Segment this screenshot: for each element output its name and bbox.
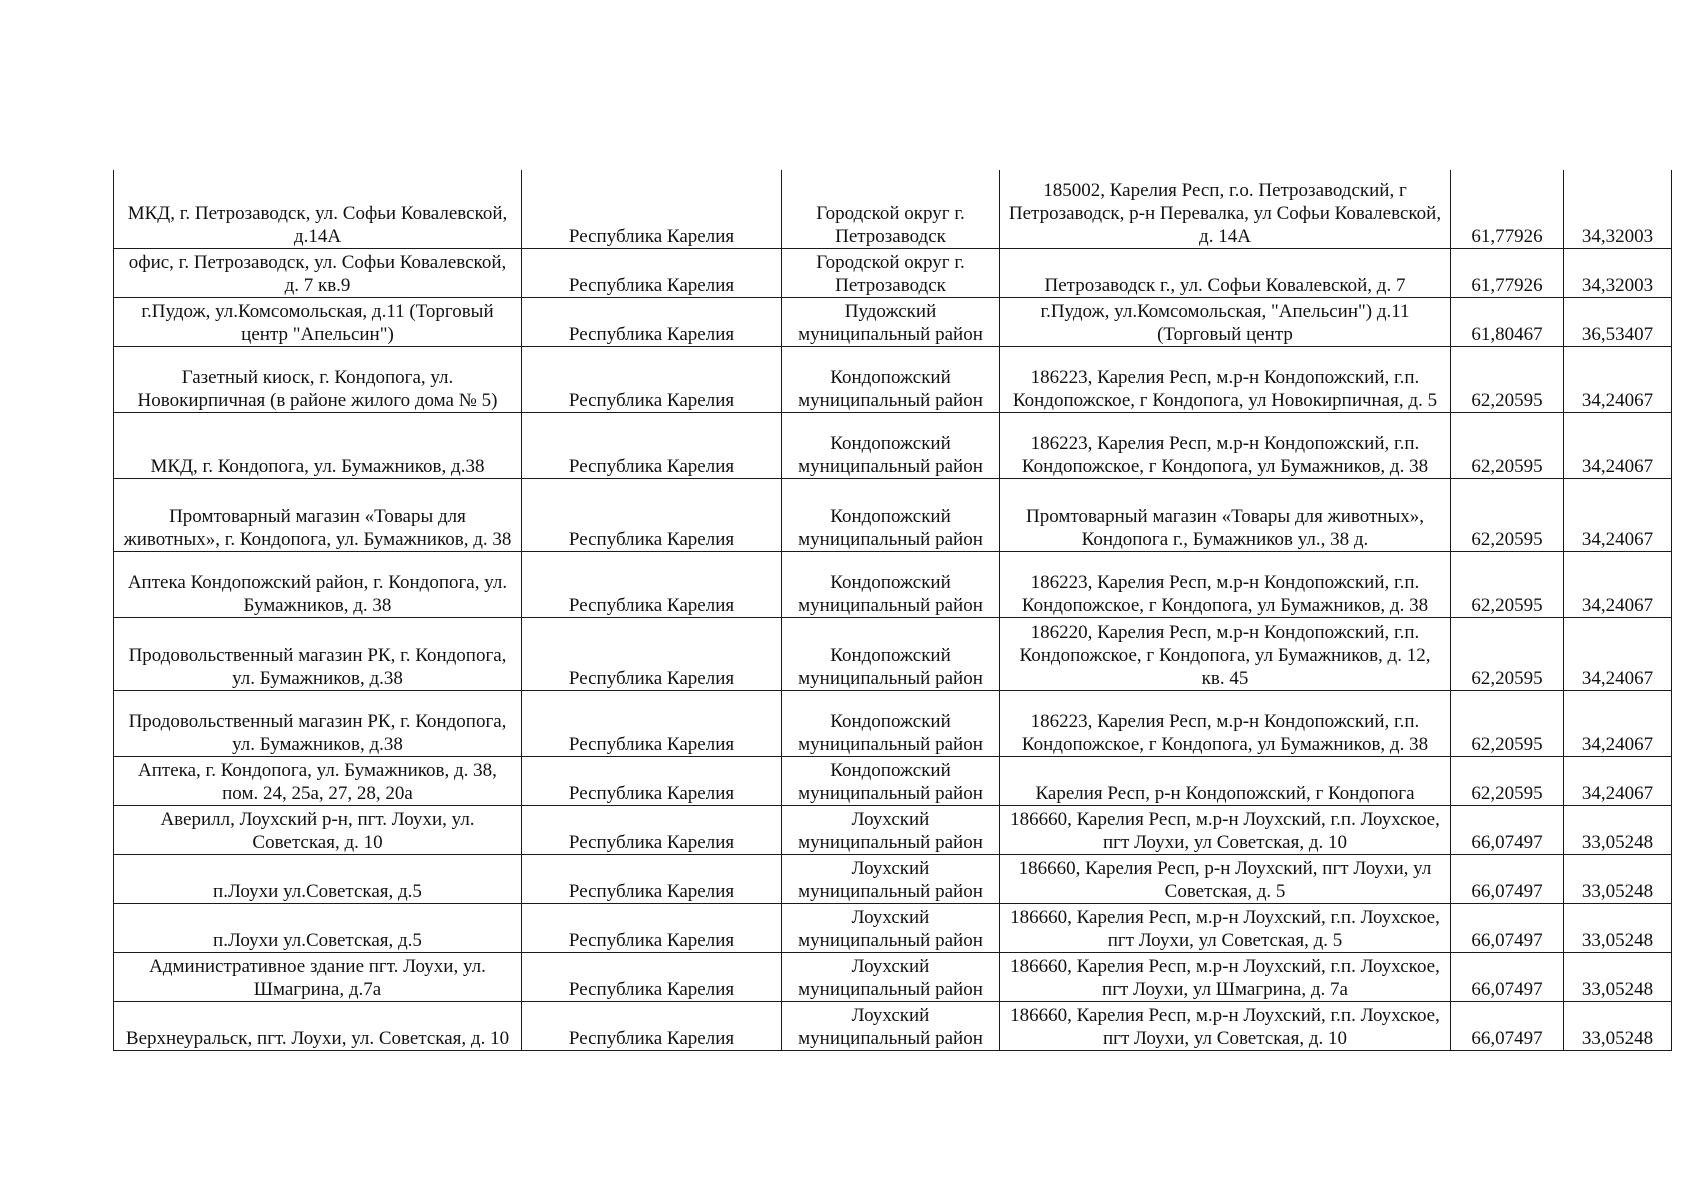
table-row: [114, 297, 1672, 346]
table-row: [114, 952, 1672, 1001]
address-cell: г.Пудож, ул.Комсомольская, "Апельсин") д.11 (Торговый центр: [1000, 297, 1451, 346]
latitude-cell: 61,80467: [1451, 297, 1564, 346]
region-cell: Республика Карелия: [522, 412, 782, 478]
latitude-cell: 61,77926: [1451, 248, 1564, 297]
location-name-cell: Аптека, г. Кондопога, ул. Бумажников, д. 38, пом. 24, 25а, 27, 28, 20а: [114, 756, 522, 805]
district-cell: Кондопожский муниципальный район: [782, 617, 1000, 690]
latitude-cell: 61,77926: [1451, 170, 1564, 248]
latitude-cell: 66,07497: [1451, 1001, 1564, 1050]
location-name-cell: Аптека Кондопожский район, г. Кондопога, ул. Бумажников, д. 38: [114, 551, 522, 617]
longitude-cell: 33,05248: [1564, 952, 1672, 1001]
district-cell: Кондопожский муниципальный район: [782, 412, 1000, 478]
district-cell: Лоухский муниципальный район: [782, 854, 1000, 903]
district-cell: Кондопожский муниципальный район: [782, 346, 1000, 412]
location-name-cell: Газетный киоск, г. Кондопога, ул. Новокирпичная (в районе жилого дома № 5): [114, 346, 522, 412]
table-row: [114, 551, 1672, 617]
longitude-cell: 33,05248: [1564, 805, 1672, 854]
region-cell: Республика Карелия: [522, 903, 782, 952]
district-cell: Лоухский муниципальный район: [782, 903, 1000, 952]
location-name-cell: Верхнеуральск, пгт. Лоухи, ул. Советская, д. 10: [114, 1001, 522, 1050]
address-cell: 186660, Карелия Респ, м.р-н Лоухский, г.п. Лоухское, пгт Лоухи, ул Шмагрина, д. 7а: [1000, 952, 1451, 1001]
latitude-cell: 66,07497: [1451, 805, 1564, 854]
longitude-cell: 34,24067: [1564, 551, 1672, 617]
latitude-cell: 66,07497: [1451, 952, 1564, 1001]
longitude-cell: 34,24067: [1564, 412, 1672, 478]
table-row: [114, 903, 1672, 952]
longitude-cell: 36,53407: [1564, 297, 1672, 346]
table-row: [114, 248, 1672, 297]
region-cell: Республика Карелия: [522, 952, 782, 1001]
latitude-cell: 66,07497: [1451, 903, 1564, 952]
longitude-cell: 34,24067: [1564, 690, 1672, 756]
table-row: [114, 805, 1672, 854]
district-cell: Лоухский муниципальный район: [782, 805, 1000, 854]
region-cell: Республика Карелия: [522, 854, 782, 903]
location-name-cell: п.Лоухи ул.Советская, д.5: [114, 854, 522, 903]
region-cell: Республика Карелия: [522, 248, 782, 297]
location-name-cell: МКД, г. Кондопога, ул. Бумажников, д.38: [114, 412, 522, 478]
location-name-cell: МКД, г. Петрозаводск, ул. Софьи Ковалевской, д.14А: [114, 170, 522, 248]
region-cell: Республика Карелия: [522, 297, 782, 346]
location-name-cell: офис, г. Петрозаводск, ул. Софьи Ковалевской, д. 7 кв.9: [114, 248, 522, 297]
table-row: [114, 756, 1672, 805]
table-row: [114, 1001, 1672, 1050]
district-cell: Лоухский муниципальный район: [782, 1001, 1000, 1050]
longitude-cell: 34,24067: [1564, 756, 1672, 805]
district-cell: Городской округ г. Петрозаводск: [782, 248, 1000, 297]
table-row: [114, 412, 1672, 478]
table-row: [114, 346, 1672, 412]
address-cell: 186223, Карелия Респ, м.р-н Кондопожский, г.п. Кондопожское, г Кондопога, ул Бумажников, д. 38: [1000, 551, 1451, 617]
district-cell: Пудожский муниципальный район: [782, 297, 1000, 346]
longitude-cell: 34,24067: [1564, 346, 1672, 412]
region-cell: Республика Карелия: [522, 170, 782, 248]
location-name-cell: Аверилл, Лоухский р-н, пгт. Лоухи, ул. Советская, д. 10: [114, 805, 522, 854]
longitude-cell: 33,05248: [1564, 903, 1672, 952]
address-cell: Промтоварный магазин «Товары для животных», Кондопога г., Бумажников ул., 38 д.: [1000, 478, 1451, 551]
table-row: [114, 478, 1672, 551]
address-cell: 186220, Карелия Респ, м.р-н Кондопожский, г.п. Кондопожское, г Кондопога, ул Бумажников, д. 12, кв. 45: [1000, 617, 1451, 690]
latitude-cell: 62,20595: [1451, 412, 1564, 478]
region-cell: Республика Карелия: [522, 478, 782, 551]
latitude-cell: 62,20595: [1451, 690, 1564, 756]
region-cell: Республика Карелия: [522, 346, 782, 412]
latitude-cell: 66,07497: [1451, 854, 1564, 903]
table-row: [114, 617, 1672, 690]
region-cell: Республика Карелия: [522, 805, 782, 854]
table-body: [114, 170, 1672, 1050]
location-name-cell: Административное здание пгт. Лоухи, ул. Шмагрина, д.7а: [114, 952, 522, 1001]
district-cell: Лоухский муниципальный район: [782, 952, 1000, 1001]
address-cell: 185002, Карелия Респ, г.о. Петрозаводский, г Петрозаводск, р-н Перевалка, ул Софьи Ковалевской, д. 14А: [1000, 170, 1451, 248]
region-cell: Республика Карелия: [522, 617, 782, 690]
location-name-cell: п.Лоухи ул.Советская, д.5: [114, 903, 522, 952]
location-name-cell: Продовольственный магазин РК, г. Кондопога, ул. Бумажников, д.38: [114, 617, 522, 690]
address-cell: Карелия Респ, р-н Кондопожский, г Кондопога: [1000, 756, 1451, 805]
table-row: [114, 854, 1672, 903]
district-cell: Кондопожский муниципальный район: [782, 690, 1000, 756]
location-name-cell: Продовольственный магазин РК, г. Кондопога, ул. Бумажников, д.38: [114, 690, 522, 756]
latitude-cell: 62,20595: [1451, 346, 1564, 412]
district-cell: Кондопожский муниципальный район: [782, 551, 1000, 617]
region-cell: Республика Карелия: [522, 690, 782, 756]
longitude-cell: 34,32003: [1564, 170, 1672, 248]
address-cell: 186660, Карелия Респ, м.р-н Лоухский, г.п. Лоухское, пгт Лоухи, ул Советская, д. 5: [1000, 903, 1451, 952]
longitude-cell: 34,24067: [1564, 617, 1672, 690]
address-cell: 186223, Карелия Респ, м.р-н Кондопожский, г.п. Кондопожское, г Кондопога, ул Бумажников, д. 38: [1000, 412, 1451, 478]
location-name-cell: Промтоварный магазин «Товары для животных», г. Кондопога, ул. Бумажников, д. 38: [114, 478, 522, 551]
latitude-cell: 62,20595: [1451, 551, 1564, 617]
district-cell: Кондопожский муниципальный район: [782, 478, 1000, 551]
region-cell: Республика Карелия: [522, 1001, 782, 1050]
region-cell: Республика Карелия: [522, 756, 782, 805]
latitude-cell: 62,20595: [1451, 756, 1564, 805]
address-cell: 186660, Карелия Респ, р-н Лоухский, пгт Лоухи, ул Советская, д. 5: [1000, 854, 1451, 903]
longitude-cell: 33,05248: [1564, 854, 1672, 903]
longitude-cell: 34,32003: [1564, 248, 1672, 297]
table-row: [114, 170, 1672, 248]
district-cell: Кондопожский муниципальный район: [782, 756, 1000, 805]
location-name-cell: г.Пудож, ул.Комсомольская, д.11 (Торговый центр "Апельсин"): [114, 297, 522, 346]
table-row: [114, 690, 1672, 756]
longitude-cell: 34,24067: [1564, 478, 1672, 551]
address-cell: 186660, Карелия Респ, м.р-н Лоухский, г.п. Лоухское, пгт Лоухи, ул Советская, д. 10: [1000, 1001, 1451, 1050]
address-cell: 186223, Карелия Респ, м.р-н Кондопожский, г.п. Кондопожское, г Кондопога, ул Новокирпичная, д. 5: [1000, 346, 1451, 412]
address-cell: 186223, Карелия Респ, м.р-н Кондопожский, г.п. Кондопожское, г Кондопога, ул Бумажников, д. 38: [1000, 690, 1451, 756]
region-cell: Республика Карелия: [522, 551, 782, 617]
address-table: [113, 170, 1672, 1051]
latitude-cell: 62,20595: [1451, 478, 1564, 551]
longitude-cell: 33,05248: [1564, 1001, 1672, 1050]
latitude-cell: 62,20595: [1451, 617, 1564, 690]
address-cell: 186660, Карелия Респ, м.р-н Лоухский, г.п. Лоухское, пгт Лоухи, ул Советская, д. 10: [1000, 805, 1451, 854]
address-cell: Петрозаводск г., ул. Софьи Ковалевской, д. 7: [1000, 248, 1451, 297]
district-cell: Городской округ г. Петрозаводск: [782, 170, 1000, 248]
